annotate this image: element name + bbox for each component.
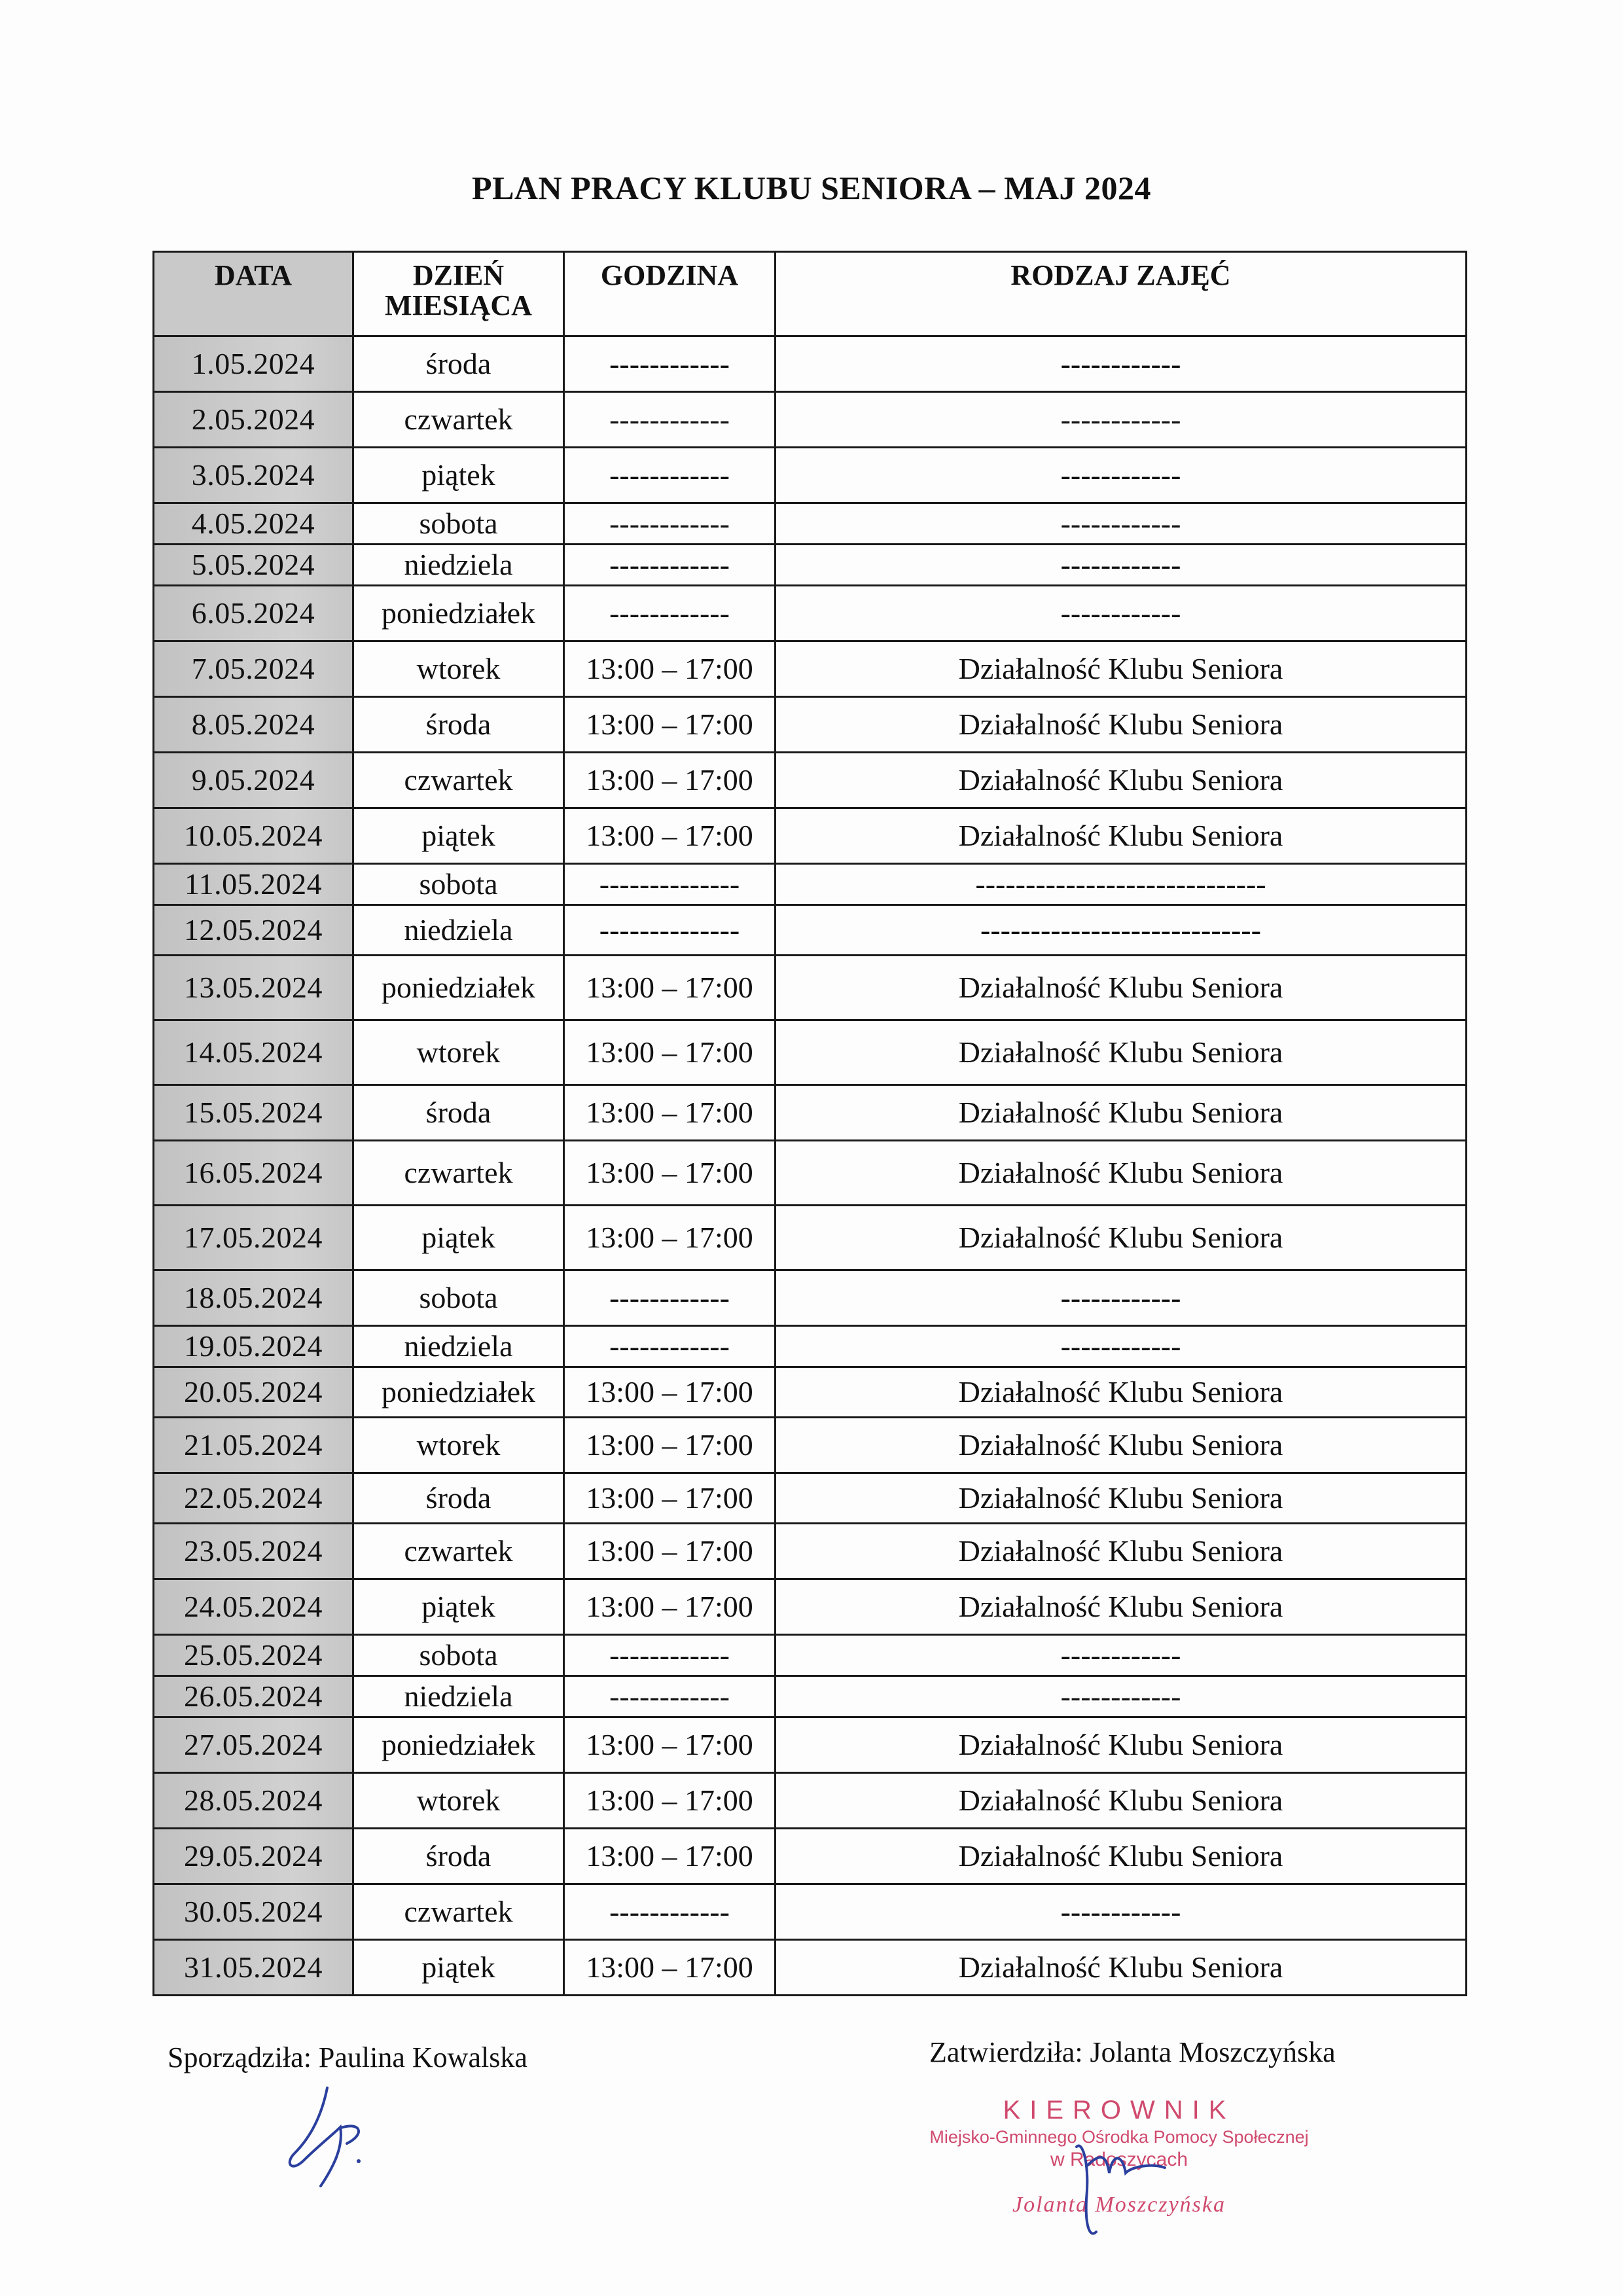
hour-cell: ------------ <box>564 503 776 545</box>
hour-cell: 13:00 – 17:00 <box>564 1085 776 1141</box>
table-row <box>154 697 1467 753</box>
table-row <box>154 1773 1467 1829</box>
page-title: PLAN PRACY KLUBU SENIORA – MAJ 2024 <box>472 170 1151 206</box>
hour-cell: 13:00 – 17:00 <box>564 1940 776 1996</box>
hour-cell: 13:00 – 17:00 <box>564 753 776 808</box>
table-row <box>154 392 1467 448</box>
activity-cell: Działalność Klubu Seniora <box>776 1367 1467 1418</box>
date-cell: 25.05.2024 <box>154 1635 353 1676</box>
hour-cell: 13:00 – 17:00 <box>564 1773 776 1829</box>
day-cell: sobota <box>353 1635 564 1676</box>
hour-cell: ------------ <box>564 1635 776 1676</box>
hour-cell: 13:00 – 17:00 <box>564 1418 776 1473</box>
table-row <box>154 808 1467 864</box>
date-cell: 27.05.2024 <box>154 1717 353 1773</box>
day-cell: czwartek <box>353 392 564 448</box>
activity-cell: Działalność Klubu Seniora <box>776 1206 1467 1270</box>
approved-by: Zatwierdziła: Jolanta Moszczyńska <box>929 2036 1336 2068</box>
table-row <box>154 864 1467 905</box>
table-row <box>154 448 1467 503</box>
hour-cell: 13:00 – 17:00 <box>564 1206 776 1270</box>
date-cell: 12.05.2024 <box>154 905 353 956</box>
activity-cell: Działalność Klubu Seniora <box>776 1418 1467 1473</box>
day-cell: piątek <box>353 1940 564 1996</box>
activity-cell: ------------ <box>776 1884 1467 1940</box>
activity-cell: Działalność Klubu Seniora <box>776 1773 1467 1829</box>
hour-cell: -------------- <box>564 864 776 905</box>
table-row <box>154 1418 1467 1473</box>
date-cell: 21.05.2024 <box>154 1418 353 1473</box>
activity-cell: ------------ <box>776 586 1467 641</box>
schedule-body <box>154 336 1467 1996</box>
date-cell: 24.05.2024 <box>154 1579 353 1635</box>
date-cell: 29.05.2024 <box>154 1829 353 1884</box>
table-row <box>154 753 1467 808</box>
hour-cell: 13:00 – 17:00 <box>564 1524 776 1579</box>
hour-cell: ------------ <box>564 1326 776 1367</box>
hour-cell: ------------ <box>564 1884 776 1940</box>
hour-cell: ------------ <box>564 1270 776 1326</box>
day-cell: wtorek <box>353 1773 564 1829</box>
header-day <box>353 252 564 336</box>
date-cell: 11.05.2024 <box>154 864 353 905</box>
day-cell: niedziela <box>353 905 564 956</box>
stamp-institution: Miejsko-Gminnego Ośrodka Pomocy Społecznej <box>929 2127 1309 2147</box>
activity-cell: ------------ <box>776 336 1467 392</box>
activity-cell: ------------ <box>776 392 1467 448</box>
date-cell: 8.05.2024 <box>154 697 353 753</box>
date-cell: 30.05.2024 <box>154 1884 353 1940</box>
activity-cell: ----------------------------- <box>776 864 1467 905</box>
hour-cell: 13:00 – 17:00 <box>564 808 776 864</box>
activity-cell: Działalność Klubu Seniora <box>776 1524 1467 1579</box>
table-row <box>154 545 1467 586</box>
date-cell: 14.05.2024 <box>154 1020 353 1085</box>
activity-cell: ---------------------------- <box>776 905 1467 956</box>
table-row <box>154 1367 1467 1418</box>
activity-cell: ------------ <box>776 448 1467 503</box>
activity-cell: ------------ <box>776 1270 1467 1326</box>
activity-cell: ------------ <box>776 503 1467 545</box>
stamp-location: w Radoszycach <box>1050 2149 1188 2170</box>
activity-cell: Działalność Klubu Seniora <box>776 808 1467 864</box>
activity-cell: Działalność Klubu Seniora <box>776 1473 1467 1524</box>
table-row <box>154 641 1467 697</box>
day-cell: środa <box>353 1829 564 1884</box>
date-cell: 20.05.2024 <box>154 1367 353 1418</box>
day-cell: piątek <box>353 808 564 864</box>
activity-cell: Działalność Klubu Seniora <box>776 1020 1467 1085</box>
prepared-by: Sporządziła: Paulina Kowalska <box>168 2041 527 2073</box>
header-row <box>154 252 1467 336</box>
hour-cell: ------------ <box>564 392 776 448</box>
table-row <box>154 1717 1467 1773</box>
day-cell: piątek <box>353 1579 564 1635</box>
date-cell: 5.05.2024 <box>154 545 353 586</box>
table-row <box>154 1473 1467 1524</box>
table-row <box>154 336 1467 392</box>
schedule-table <box>152 251 1467 1996</box>
activity-cell: Działalność Klubu Seniora <box>776 956 1467 1020</box>
table-row <box>154 1326 1467 1367</box>
day-cell: czwartek <box>353 753 564 808</box>
day-cell: sobota <box>353 1270 564 1326</box>
date-cell: 2.05.2024 <box>154 392 353 448</box>
hour-cell: 13:00 – 17:00 <box>564 1141 776 1206</box>
table-row <box>154 503 1467 545</box>
day-cell: poniedziałek <box>353 1367 564 1418</box>
date-cell: 15.05.2024 <box>154 1085 353 1141</box>
header-hour: GODZINA <box>564 252 776 336</box>
date-cell: 6.05.2024 <box>154 586 353 641</box>
table-row <box>154 1676 1467 1717</box>
day-cell: wtorek <box>353 1418 564 1473</box>
day-cell: czwartek <box>353 1524 564 1579</box>
day-cell: poniedziałek <box>353 586 564 641</box>
hour-cell: 13:00 – 17:00 <box>564 956 776 1020</box>
activity-cell: Działalność Klubu Seniora <box>776 1579 1467 1635</box>
day-cell: wtorek <box>353 1020 564 1085</box>
activity-cell: Działalność Klubu Seniora <box>776 697 1467 753</box>
date-cell: 28.05.2024 <box>154 1773 353 1829</box>
activity-cell: ------------ <box>776 1635 1467 1676</box>
activity-cell: Działalność Klubu Seniora <box>776 753 1467 808</box>
day-cell: środa <box>353 1085 564 1141</box>
activity-cell: Działalność Klubu Seniora <box>776 1940 1467 1996</box>
handwritten-signature-icon <box>1060 2127 1178 2251</box>
hour-cell: 13:00 – 17:00 <box>564 641 776 697</box>
table-row <box>154 1085 1467 1141</box>
day-cell: wtorek <box>353 641 564 697</box>
activity-cell: Działalność Klubu Seniora <box>776 1717 1467 1773</box>
table-row <box>154 1270 1467 1326</box>
hour-cell: 13:00 – 17:00 <box>564 1367 776 1418</box>
date-cell: 26.05.2024 <box>154 1676 353 1717</box>
table-row <box>154 1829 1467 1884</box>
day-cell: piątek <box>353 448 564 503</box>
day-cell: poniedziałek <box>353 956 564 1020</box>
table-row <box>154 1524 1467 1579</box>
day-cell: środa <box>353 697 564 753</box>
hour-cell: 13:00 – 17:00 <box>564 697 776 753</box>
table-row <box>154 586 1467 641</box>
activity-cell: ------------ <box>776 1676 1467 1717</box>
table-row <box>154 905 1467 956</box>
hour-cell: 13:00 – 17:00 <box>564 1020 776 1085</box>
date-cell: 9.05.2024 <box>154 753 353 808</box>
date-cell: 3.05.2024 <box>154 448 353 503</box>
hour-cell: 13:00 – 17:00 <box>564 1717 776 1773</box>
date-cell: 7.05.2024 <box>154 641 353 697</box>
activity-cell: Działalność Klubu Seniora <box>776 641 1467 697</box>
table-row <box>154 956 1467 1020</box>
table-row <box>154 1141 1467 1206</box>
date-cell: 18.05.2024 <box>154 1270 353 1326</box>
table-row <box>154 1206 1467 1270</box>
hour-cell: ------------ <box>564 545 776 586</box>
day-cell: niedziela <box>353 545 564 586</box>
table-row <box>154 1884 1467 1940</box>
day-cell: sobota <box>353 864 564 905</box>
stamp-title: KIEROWNIK <box>1003 2096 1236 2125</box>
hour-cell: 13:00 – 17:00 <box>564 1579 776 1635</box>
hour-cell: ------------ <box>564 336 776 392</box>
stamp-name: Jolanta Moszczyńska <box>1012 2193 1226 2217</box>
date-cell: 19.05.2024 <box>154 1326 353 1367</box>
table-row <box>154 1020 1467 1085</box>
day-cell: czwartek <box>353 1141 564 1206</box>
date-cell: 10.05.2024 <box>154 808 353 864</box>
hour-cell: 13:00 – 17:00 <box>564 1473 776 1524</box>
hour-cell: ------------ <box>564 448 776 503</box>
day-cell: niedziela <box>353 1676 564 1717</box>
date-cell: 1.05.2024 <box>154 336 353 392</box>
date-cell: 13.05.2024 <box>154 956 353 1020</box>
day-cell: czwartek <box>353 1884 564 1940</box>
header-day-line1: DZIEŃ <box>412 259 505 291</box>
date-cell: 4.05.2024 <box>154 503 353 545</box>
date-cell: 22.05.2024 <box>154 1473 353 1524</box>
hour-cell: 13:00 – 17:00 <box>564 1829 776 1884</box>
activity-cell: Działalność Klubu Seniora <box>776 1829 1467 1884</box>
hour-cell: ------------ <box>564 1676 776 1717</box>
hour-cell: ------------ <box>564 586 776 641</box>
activity-cell: Działalność Klubu Seniora <box>776 1141 1467 1206</box>
header-type: RODZAJ ZAJĘĆ <box>776 252 1467 336</box>
date-cell: 17.05.2024 <box>154 1206 353 1270</box>
date-cell: 23.05.2024 <box>154 1524 353 1579</box>
day-cell: środa <box>353 336 564 392</box>
day-cell: poniedziałek <box>353 1717 564 1773</box>
activity-cell: ------------ <box>776 1326 1467 1367</box>
header-date: DATA <box>154 252 353 336</box>
table-row <box>154 1579 1467 1635</box>
date-cell: 31.05.2024 <box>154 1940 353 1996</box>
hour-cell: -------------- <box>564 905 776 956</box>
day-cell: środa <box>353 1473 564 1524</box>
table-row <box>154 1940 1467 1996</box>
table-row <box>154 1635 1467 1676</box>
handwritten-signature-icon <box>281 2081 386 2193</box>
day-cell: niedziela <box>353 1326 564 1367</box>
header-day-line2: MIESIĄCA <box>385 289 532 322</box>
day-cell: piątek <box>353 1206 564 1270</box>
activity-cell: Działalność Klubu Seniora <box>776 1085 1467 1141</box>
day-cell: sobota <box>353 503 564 545</box>
date-cell: 16.05.2024 <box>154 1141 353 1206</box>
activity-cell: ------------ <box>776 545 1467 586</box>
